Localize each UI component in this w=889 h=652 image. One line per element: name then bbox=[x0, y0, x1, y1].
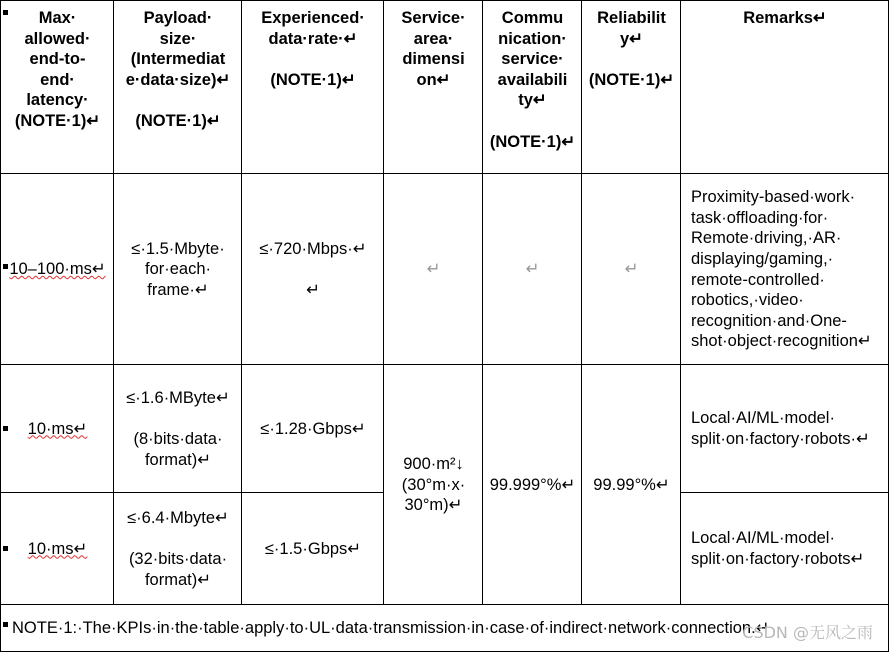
latency-value: 10·ms↵ bbox=[27, 419, 88, 438]
row-marker-icon bbox=[3, 546, 8, 551]
latency-value: 10·ms↵ bbox=[27, 539, 88, 558]
note-row: NOTE·1:·The·KPIs·in·the·table·apply·to·UL·data·transmission·in·case·of·indirect·network·connection.↵ bbox=[0, 604, 889, 652]
row-marker-icon bbox=[3, 426, 8, 431]
latency-value: 10–100·ms↵ bbox=[9, 260, 106, 279]
header-payload: Payload· size· (Intermediat e·data·size)↵ (NOTE·1)↵ bbox=[113, 0, 242, 174]
row1-latency bbox=[0, 173, 114, 365]
header-availability: Commu nication· service· availabili ty↵ (NOTE·1)↵ bbox=[482, 0, 582, 174]
row1-service-area: ↵ bbox=[383, 173, 483, 365]
row3-remarks: Local·AI/ML·model· split·on·factory·robots↵ bbox=[680, 492, 889, 605]
watermark: CSDN @无风之雨 bbox=[742, 623, 873, 642]
row1-remarks: Proximity-based·work· task·offloading·for· Remote·driving,·AR· displaying/gaming,· remote-controlled· robotics,·video· recognition·and·One- shot·object·recognition↵ bbox=[680, 173, 889, 365]
row1-reliability: ↵ bbox=[581, 173, 681, 365]
merged-service-area: 900·m²↓ (30°m·x· 30°m)↵ bbox=[383, 364, 483, 605]
row3-data-rate: ≤·1.5·Gbps↵ bbox=[241, 492, 384, 605]
row-marker-icon bbox=[3, 622, 8, 627]
row2-payload: ≤·1.6·MByte↵ (8·bits·data· format)↵ bbox=[113, 364, 242, 493]
header-latency: Max· allowed· end-to- end· latency· (NOTE·1)↵ bbox=[0, 0, 114, 174]
header-reliability: Reliabilit y↵ (NOTE·1)↵ bbox=[581, 0, 681, 174]
row2-remarks: Local·AI/ML·model· split·on·factory·robots·↵ bbox=[680, 364, 889, 493]
row-marker-icon bbox=[3, 10, 8, 15]
row3-latency bbox=[0, 492, 114, 605]
row3-payload: ≤·6.4·Mbyte↵ (32·bits·data· format)↵ bbox=[113, 492, 242, 605]
header-data-rate: Experienced· data·rate·↵ (NOTE·1)↵ bbox=[241, 0, 384, 174]
header-remarks: Remarks↵ bbox=[680, 0, 889, 174]
row-marker-icon bbox=[3, 264, 8, 269]
row1-availability: ↵ bbox=[482, 173, 582, 365]
merged-availability: 99.999°%↵ bbox=[482, 364, 582, 605]
row1-data-rate: ≤·720·Mbps·↵ ↵ bbox=[241, 173, 384, 365]
row1-payload: ≤·1.5·Mbyte· for·each· frame·↵ bbox=[113, 173, 242, 365]
row2-data-rate: ≤·1.28·Gbps↵ bbox=[241, 364, 384, 493]
header-service-area: Service· area· dimensi on↵ bbox=[383, 0, 483, 174]
merged-reliability: 99.99°%↵ bbox=[581, 364, 681, 605]
row2-latency bbox=[0, 364, 114, 493]
